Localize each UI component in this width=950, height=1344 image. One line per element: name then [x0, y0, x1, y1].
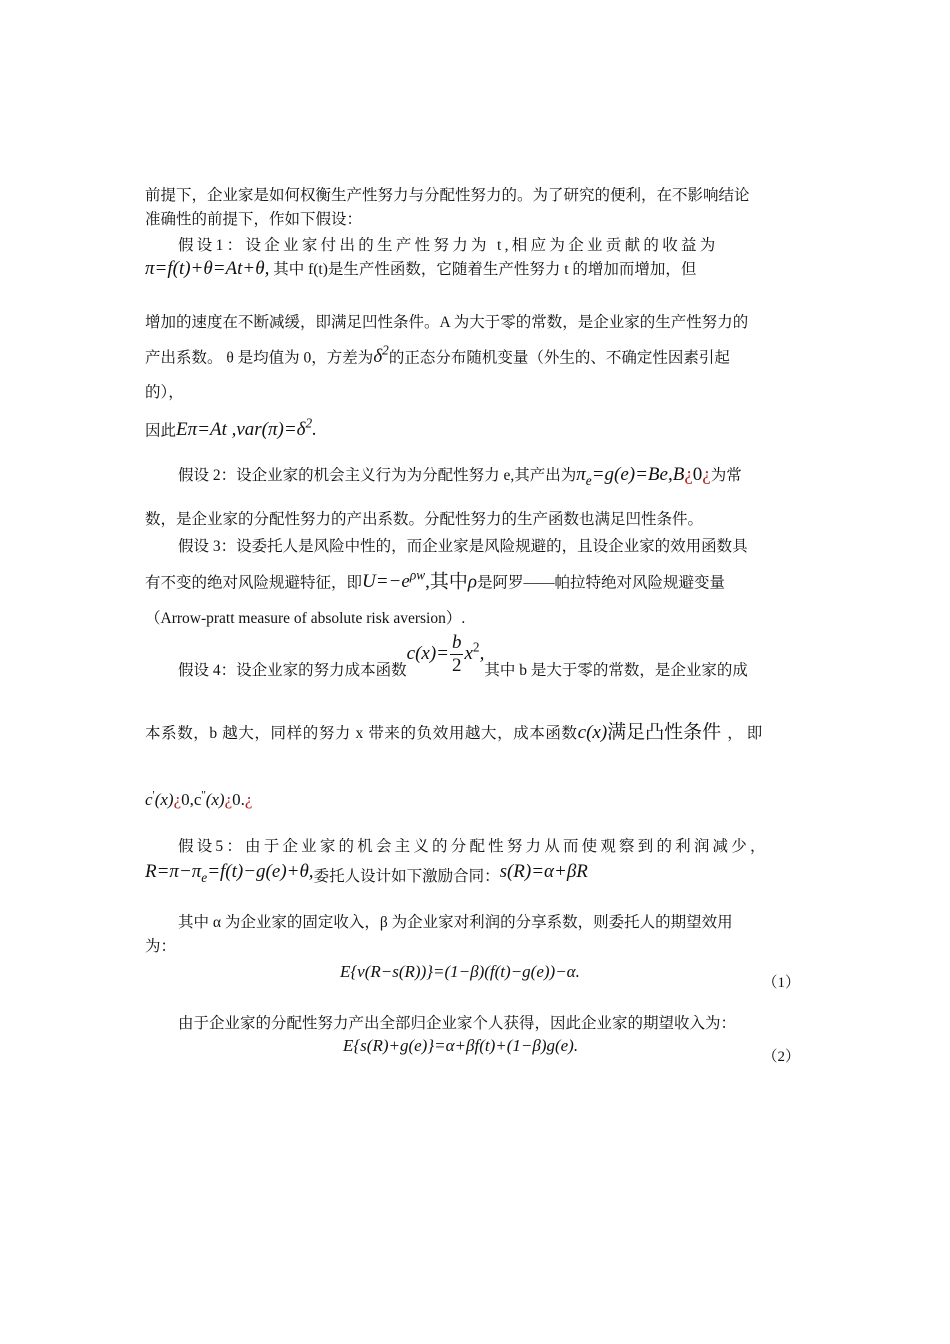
- text-line-22: 由于企业家的分配性努力产出全部归企业家个人获得，因此企业家的期望收入为：: [178, 1015, 737, 1032]
- formula-incentive-contract: s(R)=α+βR: [499, 861, 588, 882]
- assumption-3: 假设 3：设委托人是风险中性的，而企业家是风险规避的，且设企业家的效用函数具: [178, 538, 748, 555]
- text-line-8: [145, 414, 317, 441]
- text-line-2: 准确性的前提下，作如下假设：: [145, 211, 363, 228]
- formula-utility: $U=-e^{\rho w}$: [362, 568, 426, 593]
- assumption-5-lead: 假设5：由于企业家的机会主义的分配性努力从而使观察到的利润减少，: [178, 838, 769, 855]
- text-line-15a: 本系数，b 越大，同样的努力 x 带来的负效用越大，成本函数: [145, 725, 578, 742]
- assumption-5-mid: 委托人设计如下激励合同：: [313, 868, 500, 885]
- text-line-6: [145, 341, 730, 368]
- assumption-2b: 为常: [710, 467, 742, 484]
- equation-2-number: （2）: [762, 1049, 800, 1065]
- text-line-13: （Arrow-pratt measure of absolute risk aversion）.: [145, 610, 466, 627]
- cost-function-symbol: c(x): [577, 722, 608, 743]
- assumption-2: [178, 465, 742, 491]
- rho-symbol: ρ: [467, 571, 477, 593]
- formula-profit: π=f(t)+θ=At+θ,: [145, 258, 270, 279]
- text-line-12a: 有不变的绝对风险规避特征，即: [145, 574, 363, 592]
- text-line-7: 的），: [145, 384, 184, 401]
- assumption-4b: 其中 b 是大于零的常数，是企业家的成: [484, 661, 748, 679]
- text-line-8a: 因此: [145, 422, 177, 440]
- text-line-19: 其中 α 为企业家的固定收入，β 为企业家对利润的分享系数，则委托人的期望效用: [178, 914, 733, 931]
- assumption-1-tail: 其中 f(t)是生产性函数，它随着生产性努力 t 的增加而增加，但: [273, 261, 697, 278]
- equation-2: E{s(R)+g(e)}=α+βf(t)+(1−β)g(e).: [343, 1036, 579, 1055]
- text-line-15b: ，即: [727, 725, 767, 742]
- assumption-4a: 假设 4：设企业家的努力成本函数: [178, 661, 407, 679]
- assumption-1-formula-line: [145, 259, 696, 280]
- assumption-1-lead: 假设1：设企业家付出的生产性努力为 t,相应为企业贡献的收益为: [178, 237, 719, 254]
- assumption-5-formula-line: [145, 862, 588, 888]
- text-line-12: [145, 566, 725, 593]
- formula-observed-profit: $R=\pi-\pi_e=f(t)-g(e)+\theta$,: [145, 861, 314, 885]
- equation-1: E{v(R−s(R))}=(1−β)(f(t)−g(e))−α.: [340, 962, 580, 981]
- text-line-10: 数，是企业家的分配性努力的产出系数。分配性努力的生产函数也满足凹性条件。: [145, 511, 704, 528]
- assumption-2a: 假设 2：设企业家的机会主义行为为分配性努力 e,其产出为: [178, 467, 577, 484]
- text-line-12b: 是阿罗——帕拉特绝对风险规避变量: [476, 574, 725, 592]
- formula-distribution-output: $\pi_e=g(e)=Be,B¿0¿$: [576, 464, 711, 488]
- text-line-12-mid: ,其中: [425, 571, 468, 593]
- text-line-1: 前提下，企业家是如何权衡生产性努力与分配性努力的。为了研究的便利，在不影响结论: [145, 187, 750, 204]
- formula-cost: c(x)= $\frac{b}{2}$ $x^2$,: [406, 632, 485, 676]
- assumption-4: [178, 632, 748, 681]
- text-line-20: 为：: [145, 938, 177, 955]
- formula-expectation: Eπ=At $,var(\pi)=\delta^2$.: [176, 416, 317, 441]
- text-line-15: [145, 723, 766, 744]
- formula-convexity: c'(x)¿0,c''(x)¿0.¿: [145, 787, 253, 809]
- equation-1-number: （1）: [762, 975, 800, 991]
- text-line-6a: 产出系数。 θ 是均值为 0，方差为: [145, 349, 374, 367]
- text-line-5: 增加的速度在不断减缓，即满足凹性条件。A 为大于零的常数，是企业家的生产性努力的: [145, 314, 749, 331]
- convexity-condition: 满足凸性条件: [607, 722, 722, 743]
- variance-symbol: $\delta^2$: [373, 343, 389, 368]
- text-line-6b: 的正态分布随机变量（外生的、不确定性因素引起: [388, 349, 730, 367]
